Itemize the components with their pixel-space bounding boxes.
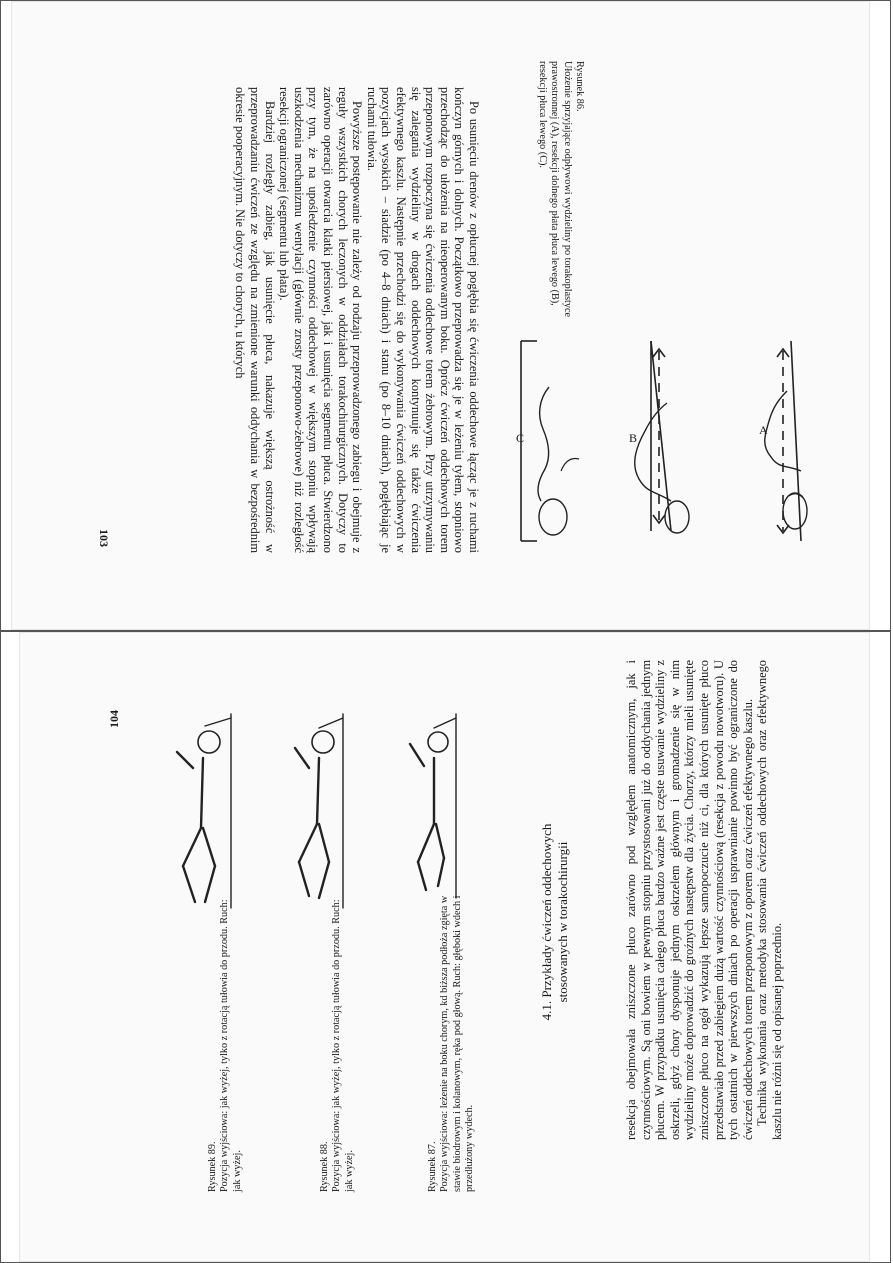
figure-89-caption: [207, 892, 244, 1192]
page-103-paragraph-2: Powyższe postępowanie nie zależy od rodzaju przeprowadzonego zabiegu i obejmuje z reguły wszystkich chorych leczonych w oddziałach torakochirurgicznych. Dotyczy to zarówno operacji otwarcia klatki piersiowej, jak i usunięcia segmentu płuca. Stwierdzono przy tym, że na upośledzenie czynności oddechowej w większym stopniu wpływają uszkodzenia mechanizmu wentylacji (głównie zrosty przeponowo-żebrowe) niż rozległość resekcji ograniczonej (segmentu lub płata).: [277, 87, 365, 553]
figure-86-label-b: B: [629, 431, 638, 445]
figure-88-caption-title: Rysunek 88.: [319, 1141, 330, 1192]
figure-86-label-a: A: [759, 423, 768, 437]
figure-86-caption-text: Ułożenie sprzyjające odpływowi wydzieliny po torakoplastyce prawostronnej (A), resekcji dolnego płata płuca lewego (B), resekcji płuca lewego (C).: [536, 61, 573, 318]
section-heading: [539, 792, 571, 1052]
page-103-body: [233, 87, 481, 553]
figure-86-label-c: C: [516, 431, 525, 445]
figure-88-drawing: [289, 712, 349, 912]
figure-86-c: [521, 341, 579, 541]
page-103-paragraph-3: Bardziej rozległy zabieg, jak usunięcie płuca, nakazuje większą ostrożność w przeprowadzaniu ćwiczeń ze względu na zmienione warunki oddychania w bezpośrednim okresie pooperacyjnym. Nie dotyczy to chorych, u których: [233, 87, 277, 553]
figure-88-caption-text: Pozycja wyjściowa: jak wyżej, tylko z rotacją tułowia do przodu. Ruch: jak wyżej.: [331, 899, 355, 1192]
section-heading-line-1: 4.1. Przykłady ćwiczeń oddechowych: [539, 823, 554, 1021]
figure-87-drawing: [404, 712, 464, 902]
section-heading-line-2: stosowanych w torakochirurgii: [555, 841, 570, 1003]
page-104-paragraph-1: resekcja obejmowała zniszczone płuco zarówno pod względem anatomicznym, jak i czynnościowym. Są oni bowiem w pewnym stopniu przystosowani już do oddychania jednym płucem. W przypadku usunięcia całego płuca bardzo ważne jest częste usuwanie wydzieliny z oskrzeli, gdyż chory dysponuje jednym oskrzelem głównym i gromadzenie się w nim wydzieliny może doprowadzić do groźnych następstw dla życia. Chorzy, którzy mieli usunięte zniszczone płuco na ogół wykazują lepsze samopoczucie niż ci, dla których usunięte płuco przedstawiało przed zabiegiem dużą wartość czynnościową (resekcja z powodu nowotworu). U tych ostatnich w pierwszych dniach po operacji usprawnianie powinno być ograniczone do ćwiczeń oddechowych torem przeponowym z oporem oraz ćwiczeń efektywnego kaszlu.: [624, 660, 755, 1140]
page-104-number: 104: [107, 710, 121, 728]
page-104-body: [624, 660, 785, 1140]
page-103-scan: [11, 1, 870, 630]
figure-86-caption-title: Rysunek 86.: [574, 61, 585, 112]
figure-89-drawing: [169, 712, 239, 912]
page-103-paragraph-1: Po usunięciu drenów z opłucnej pogłębia się ćwiczenia oddechowe łącząc je z ruchami kończyn górnych i dolnych. Początkowo przeprowadza się je w leżeniu tyłem, stopniowo przechodząc do ułożenia na nieoperowanym boku. Oprócz ćwiczeń oddechowych torem przeponowym rozpoczyna się ćwiczenia oddechowe torem żebrowym. Przy utrzymywaniu się zalegania wydzieliny w drogach oddechowych kontynuuje się także ćwiczenia efektywnego kaszlu. Następnie przechodzi się do wykonywania ćwiczeń oddechowych w pozycjach wysokich – siadzie (po 4–8 dniach) i stanu (po 8–10 dniach), pogłębiając je ruchami tułowia.: [364, 87, 481, 553]
figure-89-caption-text: Pozycja wyjściowa: jak wyżej, tylko z rotacją tułowia do przodu. Ruch: jak wyżej.: [219, 899, 243, 1192]
figure-88-caption: [319, 892, 356, 1192]
page-104-scan: [19, 632, 870, 1262]
figure-89-caption-title: Rysunek 89.: [207, 1141, 218, 1192]
page-103: [0, 0, 891, 631]
page-104-paragraph-2: Technika wykonania oraz metodyka stosowania ćwiczeń oddechowych oraz efektywnego kaszlu nie różni się od opisanej poprzednio.: [755, 660, 784, 1140]
page-104: [0, 631, 891, 1263]
figure-86-drawing: [501, 321, 831, 601]
figure-86-b: [635, 341, 689, 533]
figure-87-caption: [427, 892, 477, 1192]
figure-86-caption: [535, 61, 585, 321]
page-103-number: 103: [97, 529, 111, 547]
figure-87-caption-title: Rysunek 87.: [427, 1141, 438, 1192]
figure-86-a: [765, 341, 807, 541]
figure-87-caption-text: Pozycja wyjściowa: leżenie na boku chorym, kd biższa podłoża zgięta w stawie biodrowym i kolanowym, ręka pod głową. Ruch: głęboki wdech i przedłużony wydech.: [439, 895, 476, 1192]
